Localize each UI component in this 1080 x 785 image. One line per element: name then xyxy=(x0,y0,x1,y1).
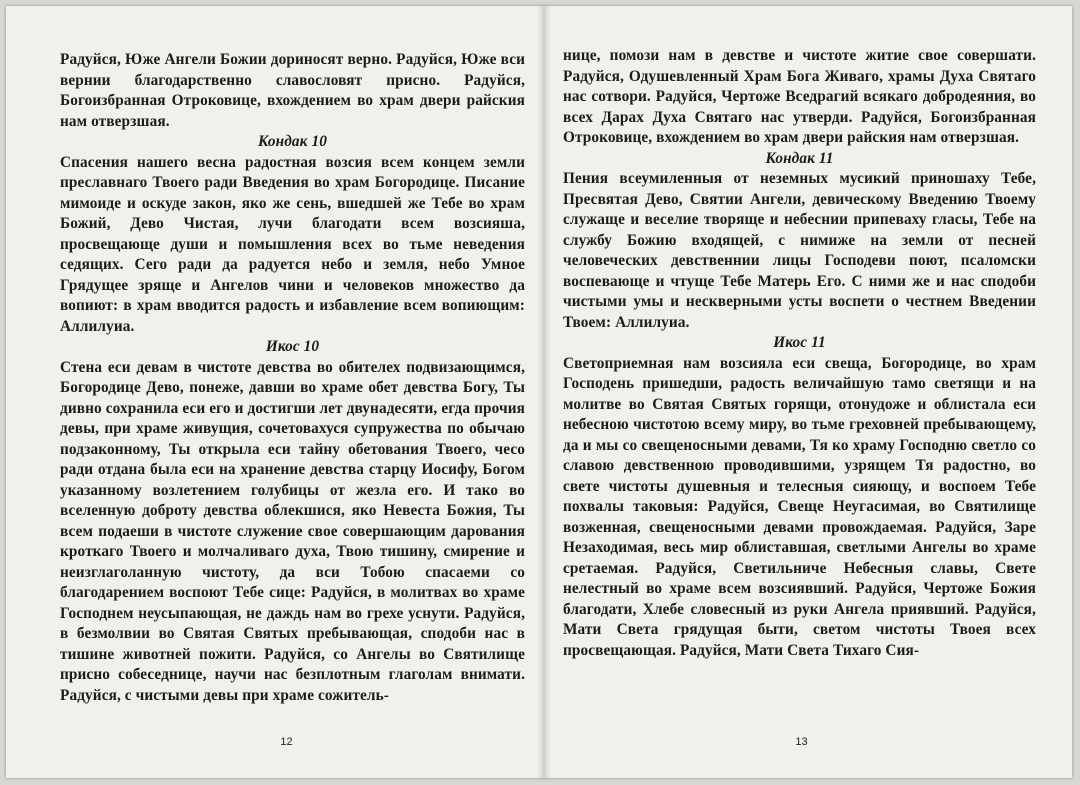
paragraph: нице, помози нам в девстве и чистоте житие свое совершати. Радуйся, Одушевленный Храм Бога Живаго, храмы Духа Святаго нас сотвори. Радуйся, Чертоже Вседрагий всякаго добродеяния, во всех Дарах Духа Святаго нас утверди. Радуйся, Богоизбранная Отроковице, вхождением во храм двери райския нам отверзшая. xyxy=(563,47,1036,146)
book-gutter xyxy=(537,6,551,778)
left-page xyxy=(6,6,537,778)
paragraph: Пения всеумиленныя от неземных мусикий приношаху Тебе, Пресвятая Дево, Святии Ангели, девическому Введению Твоему служаще и веселие творяще и небеснии припеваху гласы, Тебе на службу Божию входящей, с нимиже на земли от песней человеческих девственнии лицы Господеви поют, псаломски воспевающе и чтуще Тебе Матерь Его. С ними же и нас сподоби чистыми умы и нескверными усты воспети о честнем Введении Твоем: Аллилуиа. xyxy=(563,170,1036,331)
paragraph: Светоприемная нам возсияла еси свеща, Богородице, во храм Господень пришедши, радость величайшую тамо светящи и на молитве во Святая Святых горящи, отонудоже и облистала еси небесною чистотою всему миру, во тьме греховней пребывающему, да и мы со свещеносными девами, Тя ко храму Господню светло со славою девственною проводившими, узрящем Тя радостно, во свете чистоты душевныя и телесныя сияющу, и воспоем Тебе похвалы таковыя: Радуйся, Свеще Неугасимая, во Святилище возженная, свещеносными девами провождаемая. Радуйся, Заре Незаходимая, весь мир облиставшая, светлыми Ангелы во храме сретаемая. Радуйся, Светильниче Небесныя славы, Свете нелестный во храме всем возсиявший. Радуйся, Чертоже Божия благодати, Хлебе словесный из руки Ангела приявший. Радуйся, Мати Света грядущая быти, светом чистоты Твоея всех просвещающая. Радуйся, Мати Света Тихаго Сия- xyxy=(563,354,1036,659)
paragraph: Спасения нашего весна радостная возсия всем концем земли преславнаго Твоего ради Введения во храм Богородице. Писание мимоиде и оскуде закон, яко же сень, вшедшей же Тебе во храм Божий, Дево Чистая, лучи благодати всем возсияша, просвещающе души и помышления всех во тьме неведения седящих. Сего ради да радуется небо и земля, небо Умное Грядущее зряще и Ангелов чини и человеков множество да вопиют: в храм вводится радость и избавление всем вопиющим: Аллилуиа. xyxy=(60,153,525,335)
right-page xyxy=(551,6,1072,778)
ikos-heading: Икос 11 xyxy=(773,334,826,351)
page-number: 12 xyxy=(280,736,293,748)
left-page-text xyxy=(60,50,525,706)
book-spread xyxy=(6,6,1072,778)
paragraph: Радуйся, Юже Ангели Божии дориносят верно. Радуйся, Юже вси вернии благодарственно славословят присно. Радуйся, Богоизбранная Отроковице, вхождением во храм двери райския нам отверзшая. xyxy=(60,51,525,130)
ikos-heading: Икос 10 xyxy=(265,338,320,355)
kondak-heading: Кондак 11 xyxy=(765,149,834,167)
paragraph: Стена еси девам в чистоте девства во обителех подвизающимся, Богородице Дево, понеже, давши во храме обет девства Богу, Ты дивно сохранила еси его и достигши лет двунадесяти, егда прочия девы, при храме живущия, сочетовахуся супружества по обычаю подзаконному, Ты открыла еси тайну обетования Твоего, чесо ради отдана была еси на хранение девства старцу Иосифу, Богом указанному возлетением голубицы от жезла его. И тако во вселенную доброту девства облекшися, яко Невеста Божия, Ты всем подаеши в чистоте служение свое совершающим дарования кроткаго Твоего и молчаливаго духа, Твою тишину, смирение и неизглаголанную чистоту, да вси Тобою спасаеми со благодарением воспоют Тебе сице: Радуйся, в молитвах во храме Господнем неусыпающая, не даждь нам во грехе уснути. Радуйся, в безмолвии во Святая Святых пребывающая, сподоби нас в тишине животней пожити. Радуйся, со Ангелы во Святилище присно собеседнице, научи нас безплотным глаголам внимати. Радуйся, с чистыми девы при храме сожитель- xyxy=(60,358,525,704)
right-page-text xyxy=(563,46,1036,661)
page-number: 13 xyxy=(795,736,808,748)
kondak-heading: Кондак 10 xyxy=(258,133,327,150)
